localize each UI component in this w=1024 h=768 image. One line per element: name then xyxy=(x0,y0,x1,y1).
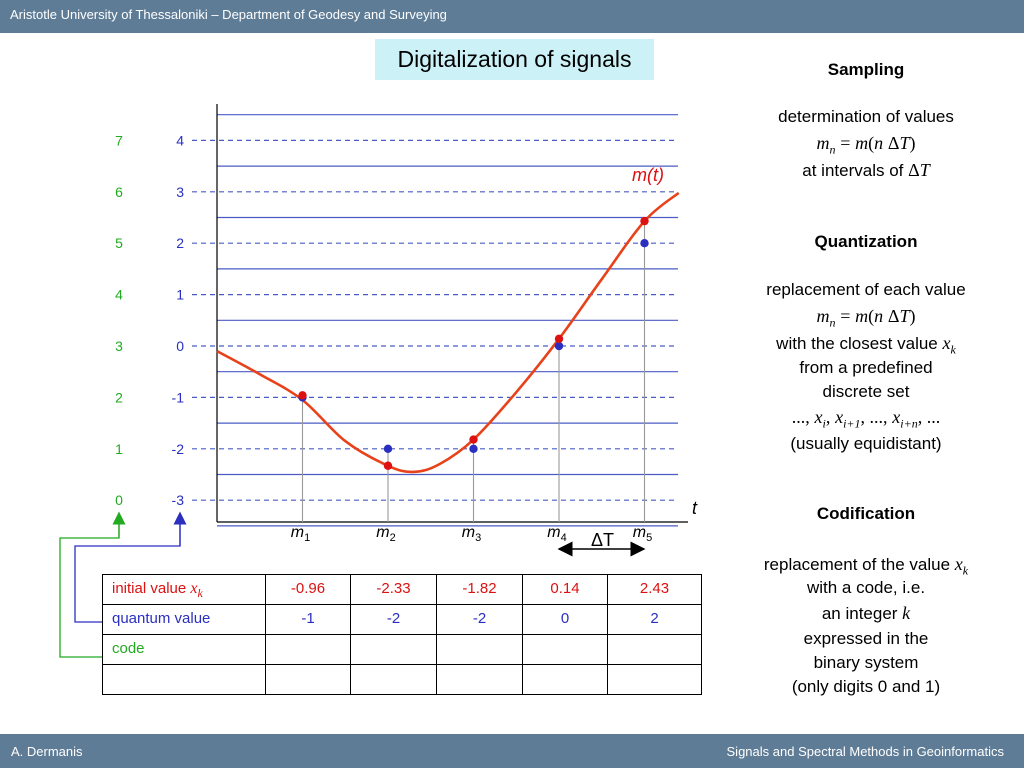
signal-curve xyxy=(217,193,679,472)
quantum-tick-label: 3 xyxy=(176,183,184,200)
header-text: Aristotle University of Thessaloniki – Department of Geodesy and Surveying xyxy=(10,7,447,22)
row-label-code: code xyxy=(103,635,266,665)
table-cell xyxy=(523,635,608,665)
footer-course: Signals and Spectral Methods in Geoinformatics xyxy=(726,744,1004,759)
code-tick-label: 0 xyxy=(115,492,123,509)
x-tick-label: $m_1$ xyxy=(290,524,311,544)
table-cell: 0 xyxy=(523,605,608,635)
row-label-empty xyxy=(103,665,266,695)
table-cell xyxy=(266,635,351,665)
x-tick-label: $m_2$ xyxy=(376,524,396,544)
series-label: m(t) xyxy=(632,165,664,185)
code-tick-label: 6 xyxy=(115,183,123,200)
table-cell: -1.82 xyxy=(437,575,523,605)
quantization-text-1: replacement of each value xyxy=(766,280,966,299)
codification-text-3: an integer k xyxy=(821,603,911,623)
table-cell xyxy=(437,665,523,695)
code-tick-label: 4 xyxy=(115,286,123,303)
quantum-tick-label: 1 xyxy=(176,286,184,303)
table-row-initial xyxy=(103,575,702,605)
sample-point xyxy=(555,335,563,343)
codification-heading: Codification xyxy=(816,504,916,523)
quantization-text-3: with the closest value $x_k$ xyxy=(776,333,956,357)
x-tick-label: $m_5$ xyxy=(632,524,653,544)
x-tick-label: $m_3$ xyxy=(461,524,482,544)
table-cell xyxy=(351,635,437,665)
table-row-quantum xyxy=(103,605,702,635)
row-label-quantum: quantum value xyxy=(103,605,266,635)
code-tick-label: 5 xyxy=(115,235,123,252)
table-cell xyxy=(437,635,523,665)
codification-text-4: expressed in the xyxy=(803,629,929,648)
quantization-text-5: discrete set xyxy=(822,382,910,401)
sampling-formula: $m_n = m(n$ ΔT) xyxy=(816,133,916,157)
quantum-tick-label: -1 xyxy=(171,389,184,406)
quantum-tick-label: 0 xyxy=(176,338,184,354)
quantization-text-7: (usually equidistant) xyxy=(790,434,942,453)
table-cell xyxy=(608,665,702,695)
table-cell: 0.14 xyxy=(523,575,608,605)
delta-t-marker xyxy=(559,530,644,550)
codification-text-6: (only digits 0 and 1) xyxy=(791,677,941,696)
x-tick-label: $m_4$ xyxy=(547,524,567,544)
code-tick-label: 2 xyxy=(115,389,123,406)
table-cell xyxy=(608,635,702,665)
row-label-initial: initial value $x_k$ xyxy=(103,575,266,605)
code-tick-label: 3 xyxy=(115,338,123,354)
x-axis-label: t xyxy=(692,498,698,518)
footer-author: A. Dermanis xyxy=(11,744,83,759)
quantization-set: ..., $x_i$, $x_{i+1}$, ..., $x_{i+n}$, ... xyxy=(791,407,941,431)
sample-point xyxy=(640,217,648,225)
codification-text-2: with a code, i.e. xyxy=(806,578,926,597)
table-cell xyxy=(351,665,437,695)
quantum-point xyxy=(555,342,563,350)
sampling-text-3: at intervals of ΔT xyxy=(802,160,930,180)
quantum-point xyxy=(469,445,477,453)
footer-bar xyxy=(0,734,1024,768)
table-cell: -2.33 xyxy=(351,575,437,605)
table-row-code xyxy=(103,635,702,665)
table-cell: -1 xyxy=(266,605,351,635)
table-cell: 2 xyxy=(608,605,702,635)
values-table xyxy=(102,574,702,695)
quantization-formula: $m_n = m(n$ ΔT) xyxy=(816,306,916,330)
quantum-point xyxy=(384,445,392,453)
codification-text-1: replacement of the value $x_k$ xyxy=(763,554,969,578)
slide-title: Digitalization of signals xyxy=(375,39,654,80)
sample-point xyxy=(469,435,477,443)
table-row-empty xyxy=(103,665,702,695)
sampling-text-1: determination of values xyxy=(778,107,954,126)
quantum-tick-label: 4 xyxy=(176,132,184,149)
table-cell: -2 xyxy=(351,605,437,635)
quantum-tick-label: -2 xyxy=(171,440,184,457)
delta-t-label: ΔT xyxy=(591,530,615,550)
codification-text-5: binary system xyxy=(813,653,919,672)
sample-point xyxy=(298,391,306,399)
quantization-heading: Quantization xyxy=(814,232,918,251)
table-cell: 2.43 xyxy=(608,575,702,605)
table-cell: -0.96 xyxy=(266,575,351,605)
code-tick-label: 7 xyxy=(115,132,123,149)
sampling-heading: Sampling xyxy=(827,60,905,79)
sample-point xyxy=(384,462,392,470)
quantum-tick-label: 2 xyxy=(176,235,184,252)
code-tick-label: 1 xyxy=(115,440,123,457)
quantization-text-4: from a predefined xyxy=(799,358,933,377)
table-cell xyxy=(266,665,351,695)
table-cell xyxy=(523,665,608,695)
quantum-tick-label: -3 xyxy=(171,492,184,509)
table-cell: -2 xyxy=(437,605,523,635)
quantum-point xyxy=(640,239,648,247)
